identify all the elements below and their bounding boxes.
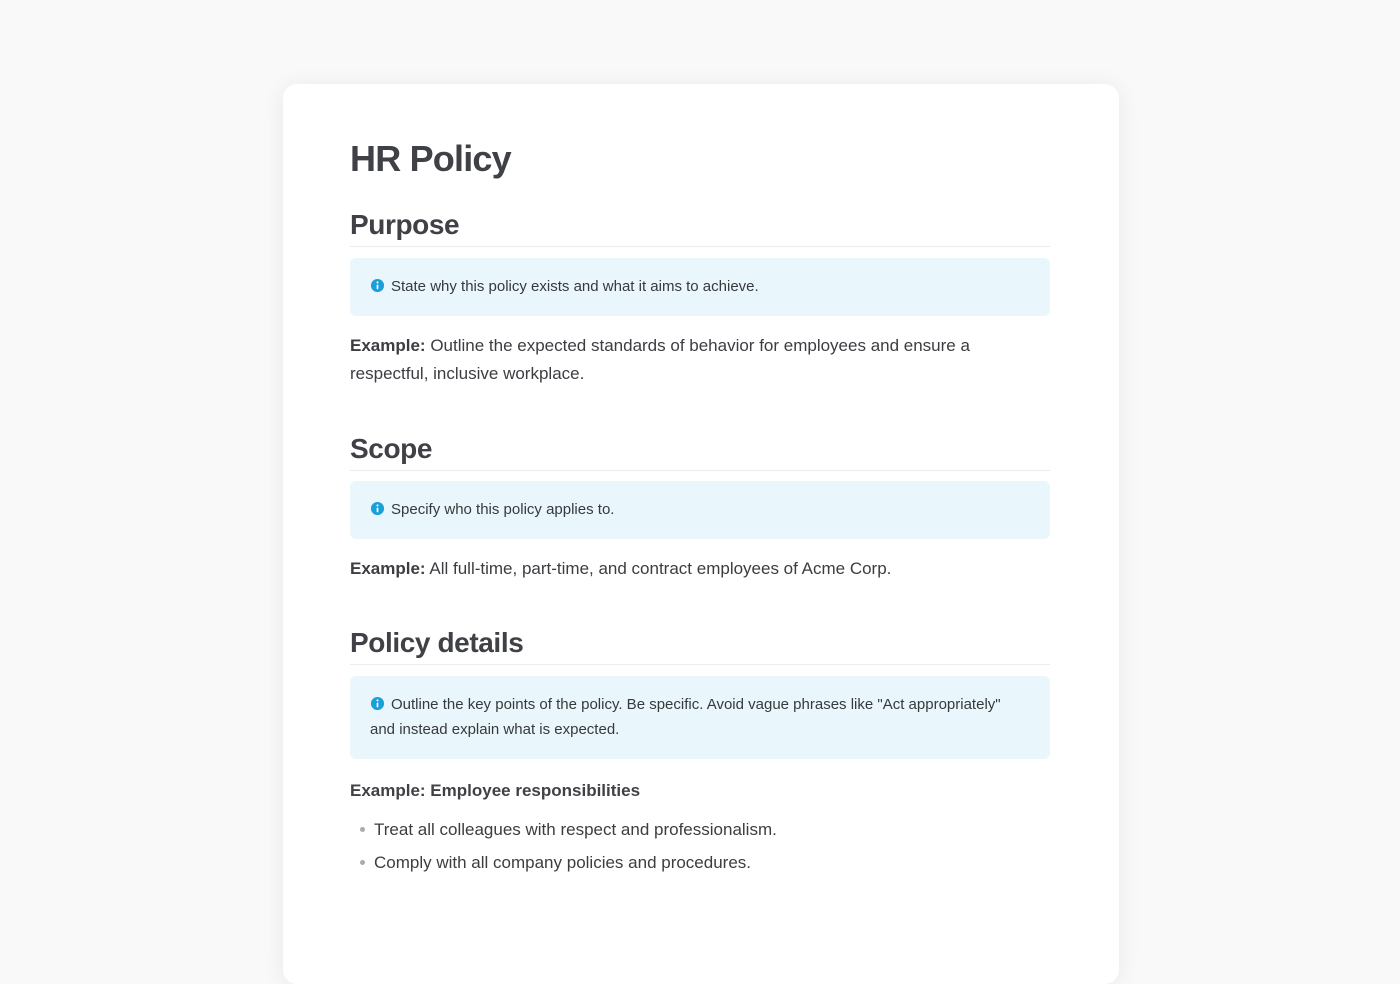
page-title[interactable]: HR Policy <box>350 138 511 179</box>
document-card <box>283 84 1119 984</box>
list-item[interactable] <box>350 813 1050 846</box>
list-item-text: Treat all colleagues with respect and professionalism. <box>374 820 777 839</box>
info-icon <box>370 696 385 711</box>
example-label: Example: <box>350 559 426 578</box>
info-icon <box>370 278 385 293</box>
bullet-dot <box>360 827 365 832</box>
callout-purpose[interactable] <box>350 258 1050 316</box>
callout-policy-details[interactable] <box>350 676 1050 759</box>
bullet-dot <box>360 860 365 865</box>
callout-scope-text: Specify who this policy applies to. <box>391 501 615 518</box>
section-heading-policy-details[interactable]: Policy details <box>350 626 1050 665</box>
info-icon <box>370 501 385 516</box>
callout-scope[interactable] <box>350 481 1050 539</box>
section-heading-purpose[interactable]: Purpose <box>350 208 1050 247</box>
purpose-example[interactable] <box>350 332 1050 388</box>
callout-purpose-text: State why this policy exists and what it aims to achieve. <box>391 278 759 295</box>
subheading-employee-responsibilities[interactable]: Example: Employee responsibilities <box>350 781 641 800</box>
purpose-example-text: Outline the expected standards of behavior for employees and ensure a respectful, inclusive workplace. <box>350 336 970 383</box>
example-label: Example: <box>350 336 426 355</box>
section-heading-scope[interactable]: Scope <box>350 432 1050 471</box>
list-item[interactable] <box>350 846 1050 879</box>
list-item-text: Comply with all company policies and procedures. <box>374 853 752 872</box>
callout-policy-details-text: Outline the key points of the policy. Be specific. Avoid vague phrases like "Act appropriately" and instead explain what is expected. <box>370 696 1001 738</box>
scope-example[interactable] <box>350 555 1050 583</box>
responsibilities-list <box>350 813 1050 879</box>
scope-example-text: All full-time, part-time, and contract employees of Acme Corp. <box>425 559 892 578</box>
